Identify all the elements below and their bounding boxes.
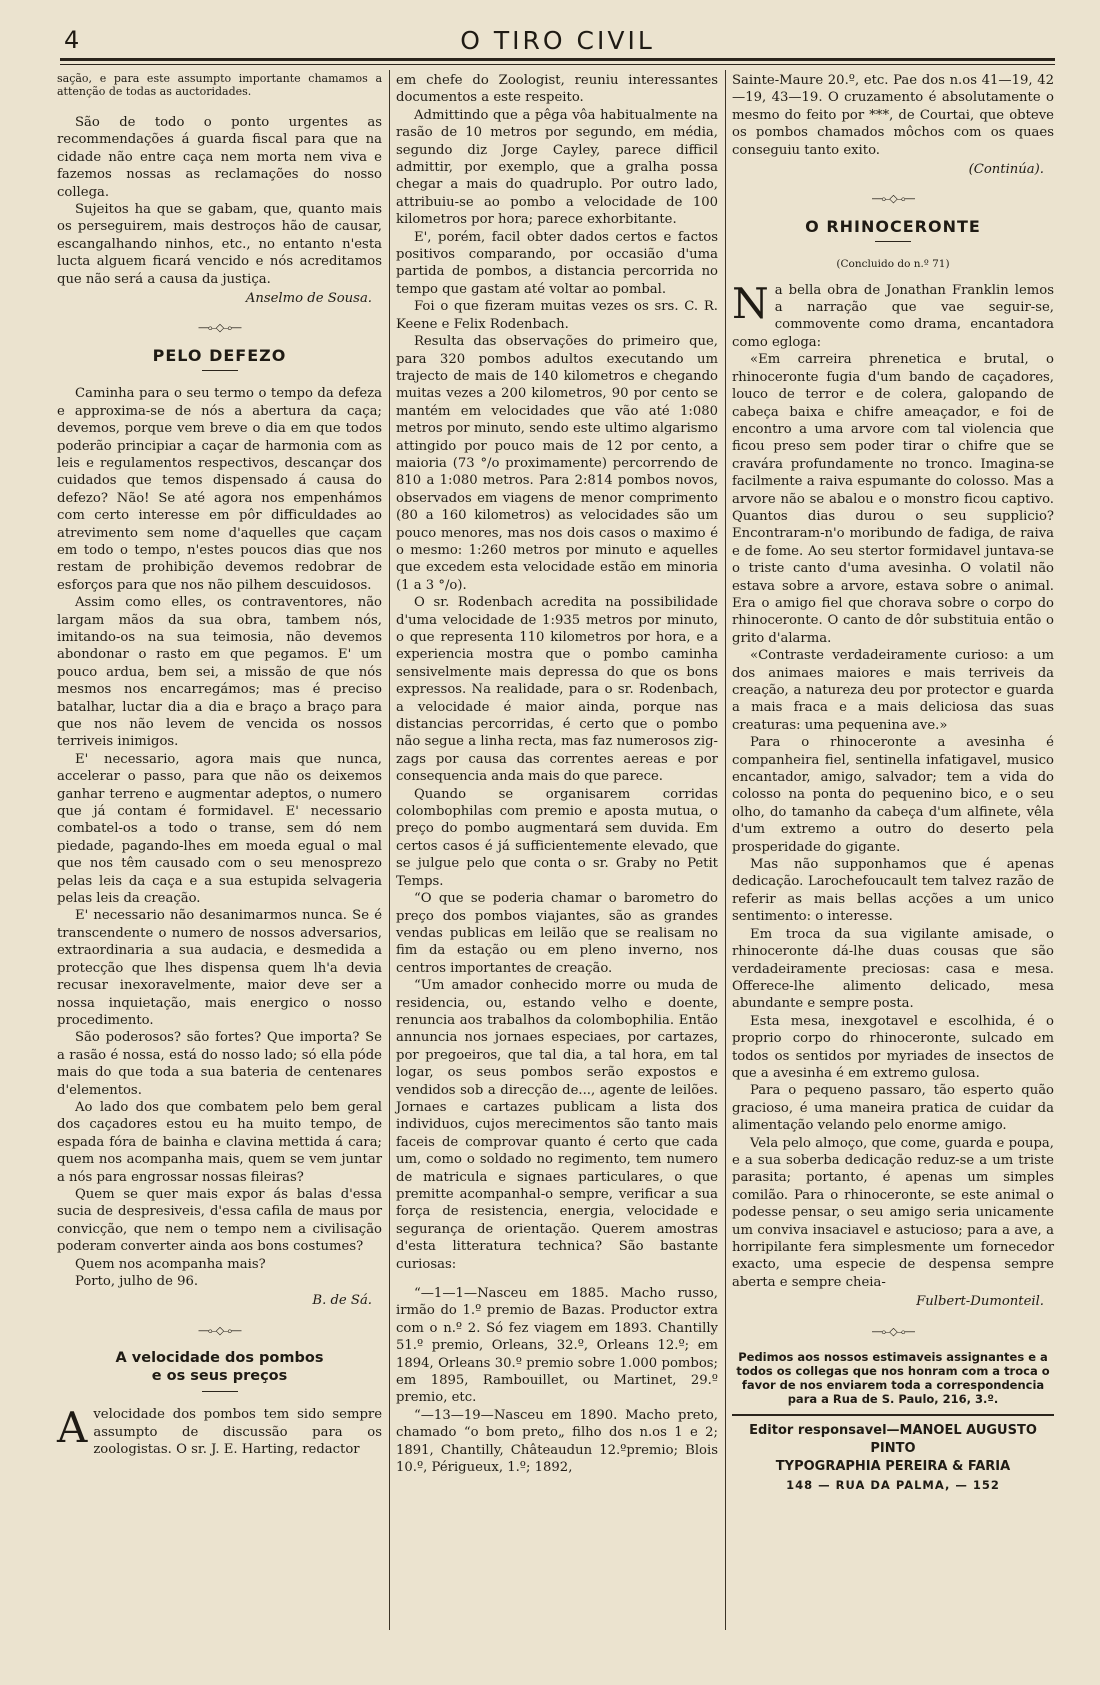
article-heading: O RHINOCERONTE [805, 216, 981, 236]
paragraph: Para o pequeno passaro, tão esperto quão gracioso, é uma maneira pratica de cuidar da alimentação velando pelo enorme amigo. [732, 1083, 1054, 1134]
column-divider [725, 70, 726, 1630]
article-heading: PELO DEFEZO [152, 345, 287, 365]
paragraph: O sr. Rodenbach acredita na possibilidade d'uma velocidade de 1:935 metros por minuto, o que representa 110 kilometros por hora, e a experiencia mostra que o pombo caminha sensivelmente mais depressa do que os bons expressos. Na realidade, para o sr. Rodenbach, a velocidade é maior ainda, porque nas distancias percorridas, é certo que o pombo não segue a linha recta, mas faz numerosos zig-zags por causa das correntes aereas e por consequencia anda mais do que parece. [396, 595, 718, 785]
paragraph: Admittindo que a pêga vôa habitualmente na rasão de 10 metros por segundo, em média, segundo diz Jorge Cayley, parece difficil admittir, por exemplo, que a gralha possa chegar a mais do quadruplo. Por outro lado, attribuiu-se ao pombo a velocidade de 100 kilometros por hora; parece exhorbitante. [396, 107, 718, 228]
paragraph [57, 1403, 382, 1458]
continued-note: (Continúa). [968, 162, 1044, 178]
paragraph [732, 278, 1054, 352]
paragraph: Quem nos acompanha mais? [75, 1256, 266, 1272]
column-3 [732, 72, 1054, 1494]
paragraph: E' necessario, agora mais que nunca, accelerar o passo, para que não os deixemos ganhar terreno e augmentar adeptos, o numero que já contam é formidavel. E' necessario combatel-os a todo o transe, sem dó nem piedade, pagando-lhes em moeda egual o mal que nos têm causado com o seu menosprezo pelas leis da caça e a sua estupida selvageria pelas leis da creação. [57, 751, 382, 907]
column-2 [396, 72, 718, 1477]
heading-rule [202, 370, 238, 371]
imprint [732, 1422, 1054, 1494]
paragraph-text: velocidade dos pombos tem sido sempre assumpto de discussão para os zoologistas. O sr. J. E. Harting, redactor [93, 1407, 382, 1458]
paragraph: E', porém, facil obter dados certos e factos positivos comparando, por occasião d'uma partida de pombos, a distancia percorrida no tempo que gastam até voltar ao pombal. [396, 229, 718, 297]
paragraph: “—13—19—Nasceu em 1890. Macho preto, chamado “o bom preto„ filho dos n.os 1 e 2; 1891, Chantilly, Châteaudun 12.ºpremio; Blois 10.º, Périgueux, 1.º; 1892, [396, 1407, 718, 1476]
masthead-rule [60, 58, 1055, 61]
paragraph: Mas não supponhamos que é apenas dedicação. Larochefoucault tem talvez razão de referir as mais bellas acções a um unico sentimento: o interesse. [732, 857, 1054, 925]
paragraph: sação, e para este assumpto importante chamamos a attenção de todas as auctoridades. [57, 72, 382, 98]
paragraph: Foi o que fizeram muitas vezes os srs. C. R. Keene e Felix Rodenbach. [396, 299, 718, 332]
paragraph: “—1—1—Nasceu em 1885. Macho russo, irmão do 1.º premio de Bazas. Productor extra com o n.º 2. Só fez viagem em 1893. Chantilly 51.º premio, Orleans, 32.º, Orleans 12.º; em 1894, Orleans 30.º premio sobre 1.000 pombos; em 1895, Rambouillet, ou Martinet, 29.º premio, etc. [396, 1286, 718, 1406]
paragraph: Vela pelo almoço, que come, guarda e poupa, e a sua soberba dedicação reduz-se a um triste parasita; portanto, é apenas um simples comilão. Para o rhinoceronte, se este animal o podesse pensar, o seu amigo seria unicamente um conviva insaciavel e astucioso; para a ave, a horripilante fera simplesmente um fornecedor exacto, uma especie de despensa sempre aberta e sempre cheia- [732, 1135, 1054, 1290]
paragraph: E' necessario não desanimarmos nunca. Se é transcendente o numero de nossos adversarios, extraordinaria a sua audacia, e desmedida a protecção que lhes dispensa quem lh'a devia recusar inexoravelmente, maior deve ser a nossa inquietação, mais energico o nosso procedimento. [57, 908, 382, 1028]
drop-cap: N [732, 278, 769, 328]
ornament-divider: —⟜◇⊸— [871, 1324, 915, 1338]
ornament-divider: —⟜◇⊸— [197, 321, 242, 335]
page-number: 4 [64, 26, 80, 54]
signature: B. de Sá. [312, 1293, 372, 1309]
printer-line: TYPOGRAPHIA PEREIRA & FARIA [775, 1459, 1011, 1475]
paragraph: Assim como elles, os contraventores, não largam mãos da sua obra, tambem nós, imitando-os na sua teimosia, não devemos abondonar o rasto em que pegamos. E' um pouco ardua, bem sei, a missão de que nós mesmos nos encarregámos; mas é preciso batalhar, luctar dia a dia e braço a braço para que nos não levem de vencida os nossos terriveis inimigos. [57, 595, 382, 750]
paragraph: Sainte-Maure 20.º, etc. Pae dos n.os 41—19, 42—19, 43—19. O cruzamento é absolutamente o mesmo do feito por ***, de Courtai, que obteve os pombos chamados môchos com os quaes conseguiu tanto exito. [732, 73, 1054, 158]
paragraph-text: a bella obra de Jonathan Franklin lemos a narração que vae seguir-se, commovente como drama, encantadora como egloga: [732, 282, 1054, 350]
address-line: 148 — RUA DA PALMA, — 152 [786, 1478, 1000, 1493]
signature: Anselmo de Sousa. [245, 291, 372, 307]
subscriber-notice: Pedimos aos nossos estimaveis assignantes e a todos os collegas que nos honram com a troca o favor de nos enviarem toda a correspondencia para a Rua de S. Paulo, 216, 3.º. [736, 1350, 1050, 1407]
continuation-note: (Concluido do n.º 71) [836, 258, 950, 271]
heading-rule [875, 241, 911, 242]
paragraph: «Contraste verdadeiramente curioso: a um dos animaes maiores e mais terriveis da creação, a natureza deu por protector e guarda a mais fraca e a mais deliciosa das suas creaturas: uma pequenina ave.» [732, 648, 1054, 733]
paragraph: Para o rhinoceronte a avesinha é companheira fiel, sentinella infatigavel, musico encantador, amigo, salvador; tem a vida do colosso na ponta do pequenino bico, e o seu olho, do tamanho da cabeça d'um alfinete, vêla d'um extremo a outro do deserto pela prosperidade do gigante. [732, 735, 1054, 855]
ornament-divider: —⟜◇⊸— [871, 192, 915, 206]
ornament-divider: —⟜◇⊸— [197, 1323, 242, 1337]
paragraph: Em troca da sua vigilante amisade, o rhinoceronte dá-lhe duas cousas que são verdadeiramente preciosas: casa e mesa. Offerece-lhe alimento delicado, mesa abundante e sempre posta. [732, 926, 1054, 1012]
editor-line: Editor responsavel—MANOEL AUGUSTO PINTO [749, 1423, 1037, 1457]
column-divider [389, 70, 390, 1630]
paragraph: Quando se organisarem corridas colombophilas com premio e aposta mutua, o preço do pombo augmentará sem duvida. Em certos casos é já sufficientemente elevado, que se julgue pelo que conta o sr. Graby no Petit Temps. [396, 786, 718, 889]
paragraph: «Em carreira phrenetica e brutal, o rhinoceronte fugia d'um bando de caçadores, louco de terror e de colera, galopando de cabeça baixa e chifre ameaçador, e foi de encontro a uma arvore com tal violencia que ficou preso sem poder tirar o chifre que se cravára profundamente no tronco. Imagina-se facilmente a raiva espumante do colosso. Mas a arvore não se abalou e o monstro ficou captivo. Quantos dias durou o seu supplicio? Encontraram-n'o moribundo de fadiga, de raiva e de fome. Ao seu stertor formidavel juntava-se o triste canto d'uma avesinha. O volatil não estava sobre a arvore, estava sobre o animal. Era o amigo fiel que chorava sobre o corpo do rhinoceronte. O canto de dôr substituia então o grito d'alarma. [732, 352, 1054, 646]
drop-cap: A [57, 1403, 88, 1453]
article-heading: A velocidade dos pombos e os seus preços [115, 1350, 324, 1385]
paragraph: Ao lado dos que combatem pelo bem geral dos caçadores estou eu ha muito tempo, de espada fóra de bainha e clavina mettida á cara; quem nos acompanha mais, quem se vem juntar a nós para engrossar nossas fileiras? [57, 1099, 382, 1185]
newspaper-title: O TIRO CIVIL [460, 26, 655, 55]
paragraph: Esta mesa, inexgotavel e escolhida, é o proprio corpo do rhinoceronte, sulcado em todos os sentidos por myriades de insectos de que a avesinha é em extremo gulosa. [732, 1013, 1054, 1081]
heading-rule [202, 1391, 238, 1392]
paragraph: “O que se poderia chamar o barometro do preço dos pombos viajantes, são as grandes vendas publicas em leilão que se realisam no fim da estação ou em pleno inverno, nos centros importantes de creação. [396, 891, 718, 976]
masthead [60, 22, 1055, 56]
paragraph: Quem se quer mais expor ás balas d'essa sucia de despresiveis, d'essa cafila de maus por convicção, que nem o tempo nem a civilisação poderam converter ainda aos bons costumes? [57, 1186, 382, 1255]
paragraph: Resulta das observações do primeiro que, para 320 pombos adultos executando um trajecto de mais de 140 kilometros e chegando muitas vezes a 200 kilometros, 90 por cento se mantém em velocidades que vão até 1:080 metros por minuto, sendo este ultimo algarismo attingido por pouco mais de 12 por cento, a maioria (73 °/o proximamente) percorrendo de 810 a 1:080 metros. Para 2:814 pombos novos, observados em viagens de menor comprimento (80 a 160 kilometros) as velocidades são um pouco menores, mas nos dois casos o maximo é o mesmo: 1:260 metros por minuto e aquelles que excedem esta velocidade estão em minoria (1 a 3 °/o). [396, 334, 718, 593]
paragraph: Porto, julho de 96. [75, 1274, 199, 1289]
paragraph: São de todo o ponto urgentes as recommendações á guarda fiscal para que na cidade não entre caça nem morta nem viva e fazemos nossas as reclamações do nosso collega. [57, 115, 382, 200]
paragraph: Caminha para o seu termo o tempo da defeza e approxima-se de nós a abertura da caça; devemos, porque vem breve o dia em que todos poderão principiar a caçar de harmonia com as leis e regulamentos respectivos, descançar dos cuidados que temos dispensado á causa do defezo? Não! Se até agora nos empenhámos com certo interesse em pôr difficuldades ao atrevimento sem nome d'aquelles que caçam em todo o tempo, n'estes poucos dias que nos restam de prohibição devemos redobrar de esforços para que nos não pilhem descuidosos. [57, 386, 382, 593]
imprint-rule [732, 1414, 1054, 1416]
paragraph: São poderosos? são fortes? Que importa? Se a rasão é nossa, está do nosso lado; só ella póde mais do que toda a sua bateria de centenares d'elementos. [57, 1030, 382, 1098]
column-1 [57, 72, 382, 1458]
signature: Fulbert-Dumonteil. [916, 1294, 1044, 1310]
paragraph: Sujeitos ha que se gabam, que, quanto mais os perseguirem, mais destroços hão de causar, escangalhando ninhos, etc., no entanto n'esta lucta alguem ficará vencido e nós acreditamos que não será a causa da justiça. [57, 202, 382, 287]
paragraph: “Um amador conhecido morre ou muda de residencia, ou, estando velho e doente, renuncia aos trabalhos da colombophilia. Então annuncia nos jornaes especiaes, por cartazes, por pregoeiros, que tal dia, a tal hora, em tal logar, os seus pombos serão expostos e vendidos sob a direcção de..., agente de leilões. Jornaes e cartazes publicam a lista dos individuos, cujos merecimentos são tanto mais faceis de comprovar quanto é certo que cada um, como o soldado no regimento, tem numero de matricula e signaes particulares, o que premitte acompanhal-o sempre, verificar a sua força de resistencia, energia, velocidade e segurança de orientação. Querem amostras d'esta litteratura technica? São bastante curiosas: [396, 978, 718, 1272]
masthead-rule-thin [60, 64, 1055, 65]
paragraph: em chefe do Zoologist, reuniu interessantes documentos a este respeito. [396, 73, 718, 106]
